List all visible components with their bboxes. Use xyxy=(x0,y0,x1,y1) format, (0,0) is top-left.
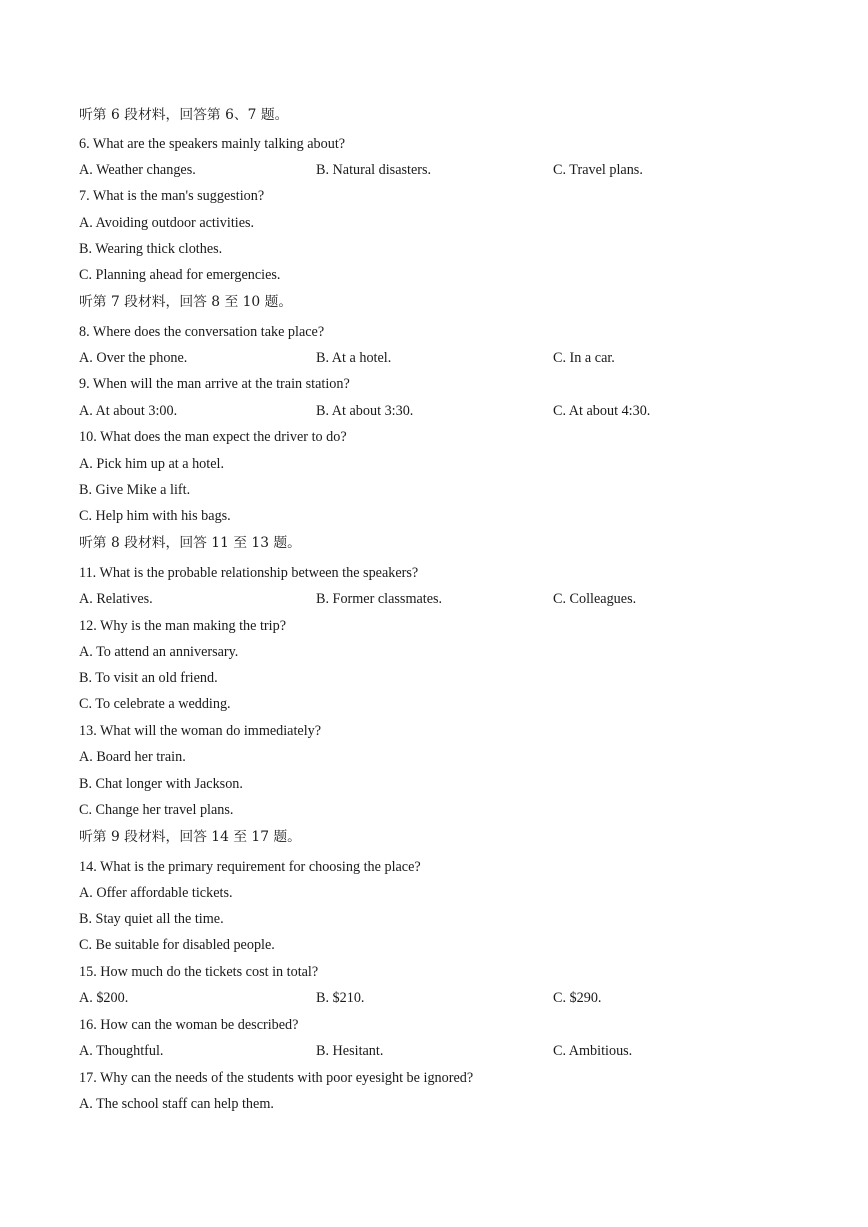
q16-option-c: C. Ambitious. xyxy=(553,1043,633,1059)
q8-option-b: B. At a hotel. xyxy=(316,350,392,366)
q6-option-c: C. Travel plans. xyxy=(553,162,643,178)
q12-option-c: C. To celebrate a wedding. xyxy=(79,696,231,712)
q10-option-a: A. Pick him up at a hotel. xyxy=(79,456,225,472)
q7-option-c: C. Planning ahead for emergencies. xyxy=(79,267,281,283)
q9-option-b: B. At about 3:30. xyxy=(316,403,414,419)
question-14: 14. What is the primary requirement for choosing the place? xyxy=(79,859,421,875)
question-12: 12. Why is the man making the trip? xyxy=(79,618,286,634)
question-10: 10. What does the man expect the driver to do? xyxy=(79,429,347,445)
q12-option-b: B. To visit an old friend. xyxy=(79,670,218,686)
section-header: 听第 7 段材料，回答 8 至 10 题。 xyxy=(79,294,293,310)
q14-option-c: C. Be suitable for disabled people. xyxy=(79,937,275,953)
q15-option-c: C. $290. xyxy=(553,990,602,1006)
q11-option-a: A. Relatives. xyxy=(79,591,153,607)
q9-option-c: C. At about 4:30. xyxy=(553,403,651,419)
q13-option-a: A. Board her train. xyxy=(79,749,186,765)
question-9: 9. When will the man arrive at the train station? xyxy=(79,376,350,392)
question-8: 8. Where does the conversation take place? xyxy=(79,324,325,340)
question-17: 17. Why can the needs of the students with poor eyesight be ignored? xyxy=(79,1070,474,1086)
q6-option-b: B. Natural disasters. xyxy=(316,162,432,178)
q7-option-b: B. Wearing thick clothes. xyxy=(79,241,223,257)
q14-option-a: A. Offer affordable tickets. xyxy=(79,885,233,901)
q14-option-b: B. Stay quiet all the time. xyxy=(79,911,224,927)
section-header: 听第 9 段材料，回答 14 至 17 题。 xyxy=(79,829,301,845)
q15-option-a: A. $200. xyxy=(79,990,129,1006)
q13-option-b: B. Chat longer with Jackson. xyxy=(79,776,243,792)
q7-option-a: A. Avoiding outdoor activities. xyxy=(79,215,255,231)
q11-option-c: C. Colleagues. xyxy=(553,591,637,607)
question-16: 16. How can the woman be described? xyxy=(79,1017,299,1033)
q13-option-c: C. Change her travel plans. xyxy=(79,802,234,818)
q15-option-b: B. $210. xyxy=(316,990,365,1006)
question-6: 6. What are the speakers mainly talking about? xyxy=(79,136,346,152)
q17-option-a: A. The school staff can help them. xyxy=(79,1096,274,1112)
section-header: 听第 6 段材料，回答第 6、7 题。 xyxy=(79,107,289,123)
q6-option-a: A. Weather changes. xyxy=(79,162,196,178)
question-13: 13. What will the woman do immediately? xyxy=(79,723,322,739)
q9-option-a: A. At about 3:00. xyxy=(79,403,178,419)
q8-option-c: C. In a car. xyxy=(553,350,615,366)
question-7: 7. What is the man's suggestion? xyxy=(79,188,265,204)
question-11: 11. What is the probable relationship between the speakers? xyxy=(79,565,419,581)
q12-option-a: A. To attend an anniversary. xyxy=(79,644,239,660)
q16-option-a: A. Thoughtful. xyxy=(79,1043,164,1059)
q11-option-b: B. Former classmates. xyxy=(316,591,443,607)
q16-option-b: B. Hesitant. xyxy=(316,1043,384,1059)
q10-option-c: C. Help him with his bags. xyxy=(79,508,231,524)
section-header: 听第 8 段材料，回答 11 至 13 题。 xyxy=(79,535,301,551)
q8-option-a: A. Over the phone. xyxy=(79,350,188,366)
q10-option-b: B. Give Mike a lift. xyxy=(79,482,191,498)
question-15: 15. How much do the tickets cost in total? xyxy=(79,964,319,980)
